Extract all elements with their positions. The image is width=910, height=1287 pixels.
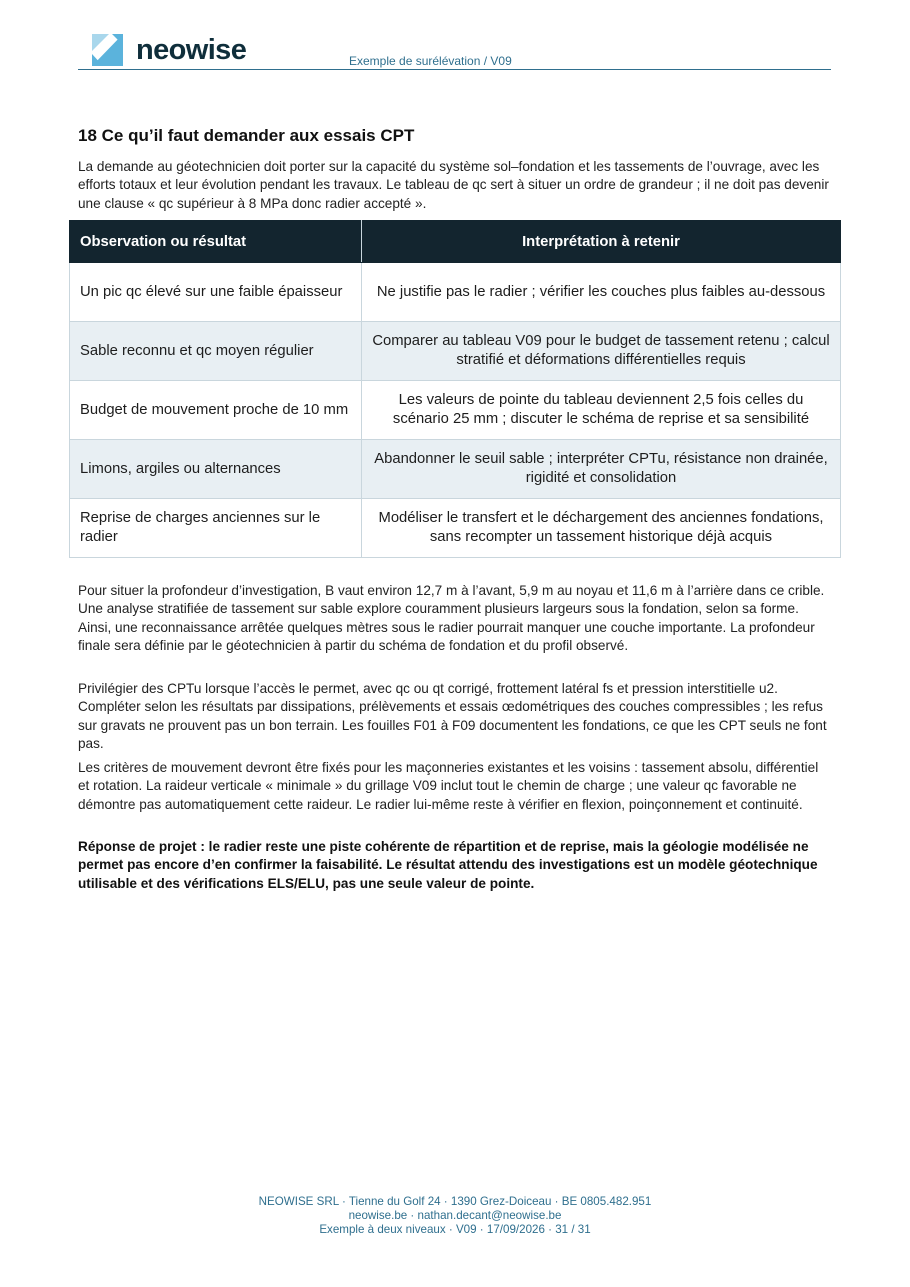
observation-cell: Sable reconnu et qc moyen régulier <box>70 322 362 381</box>
interpretation-cell: Comparer au tableau V09 pour le budget de tassement retenu ; calcul stratifié et déformations différentielles requis <box>362 322 841 381</box>
column-header-interpretation: Interprétation à retenir <box>362 221 841 263</box>
observation-cell: Un pic qc élevé sur une faible épaisseur <box>70 263 362 322</box>
column-header-observation: Observation ou résultat <box>70 221 362 263</box>
observation-table <box>69 220 841 558</box>
footer-document-line: Exemple à deux niveaux · V09 · 17/09/2026 · 31 / 31 <box>319 1223 591 1236</box>
table-row <box>70 499 841 558</box>
page-footer <box>0 1195 910 1237</box>
body-paragraph: Privilégier des CPTu lorsque l’accès le permet, avec qc ou qt corrigé, frottement latéral fs et pression interstitielle u2. Compléter selon les résultats par dissipations, prélèvements et essais œdométriques des couches compressibles ; les refus sur gravats ne prouvent pas un bon terrain. Les fouilles F01 à F09 documentent les fondations, ce que les CPT seuls ne font pas. <box>78 681 827 752</box>
body-paragraph: Pour situer la profondeur d’investigation, B vaut environ 12,7 m à l’avant, 5,9 m au noyau et 11,6 m à l’arrière dans ce crible. Une analyse stratifiée de tassement sur sable explore couramment plusieurs largeurs sous la fondation, selon sa forme. Ainsi, une reconnaissance arrêtée quelques mètres sous le radier pourrait manquer une couche importante. La profondeur finale sera définie par le géotechnicien à partir du schéma de fondation et du profil observé. <box>78 583 825 654</box>
brand-name: neowise <box>136 33 247 66</box>
interpretation-cell: Modéliser le transfert et le déchargement des anciennes fondations, sans recompter un tassement historique déjà acquis <box>362 499 841 558</box>
observation-cell: Budget de mouvement proche de 10 mm <box>70 381 362 440</box>
interpretation-cell: Les valeurs de pointe du tableau deviennent 2,5 fois celles du scénario 25 mm ; discuter le schéma de reprise et sa sensibilité <box>362 381 841 440</box>
table-header-row <box>70 221 841 263</box>
table-row <box>70 381 841 440</box>
footer-contact-line: neowise.be · nathan.decant@neowise.be <box>348 1209 562 1222</box>
body-paragraph: Les critères de mouvement devront être fixés pour les maçonneries existantes et les voisins : tassement absolu, différentiel et rotation. La raideur verticale « minimale » du grillage V09 inclut tout le chemin de charge ; une valeur qc favorable ne démontre pas automatiquement cette raideur. Le radier lui-même reste à vérifier en flexion, poinçonnement et continuité. <box>78 760 819 812</box>
table-row <box>70 322 841 381</box>
brand-logo <box>92 34 246 66</box>
observation-cell: Limons, argiles ou alternances <box>70 440 362 499</box>
observation-cell: Reprise de charges anciennes sur le radier <box>70 499 362 558</box>
document-subtitle: Exemple de surélévation / V09 <box>349 54 512 68</box>
section-title: 18 Ce qu’il faut demander aux essais CPT <box>78 126 415 145</box>
footer-company-line: NEOWISE SRL · Tienne du Golf 24 · 1390 Grez-Doiceau · BE 0805.482.951 <box>258 1195 652 1208</box>
interpretation-cell: Ne justifie pas le radier ; vérifier les couches plus faibles au-dessous <box>362 263 841 322</box>
project-response-paragraph: Réponse de projet : le radier reste une piste cohérente de répartition et de reprise, mais la géologie modélisée ne permet pas encore d’en confirmer la faisabilité. Le résultat attendu des investigations est un modèle géotechnique utilisable et des vérifications ELS/ELU, pas une seule valeur de pointe. <box>78 839 818 891</box>
table-row <box>70 440 841 499</box>
interpretation-cell: Abandonner le seuil sable ; interpréter CPTu, résistance non drainée, rigidité et consolidation <box>362 440 841 499</box>
intro-paragraph: La demande au géotechnicien doit porter sur la capacité du système sol–fondation et les tassements de l’ouvrage, avec les efforts totaux et leur évolution pendant les travaux. Le tableau de qc sert à situer un ordre de grandeur ; il ne doit pas devenir une clause « qc supérieur à 8 MPa donc radier accepté ». <box>78 159 829 211</box>
neowise-logo-mark-icon <box>92 34 123 66</box>
page-header <box>78 32 831 70</box>
table-row <box>70 263 841 322</box>
